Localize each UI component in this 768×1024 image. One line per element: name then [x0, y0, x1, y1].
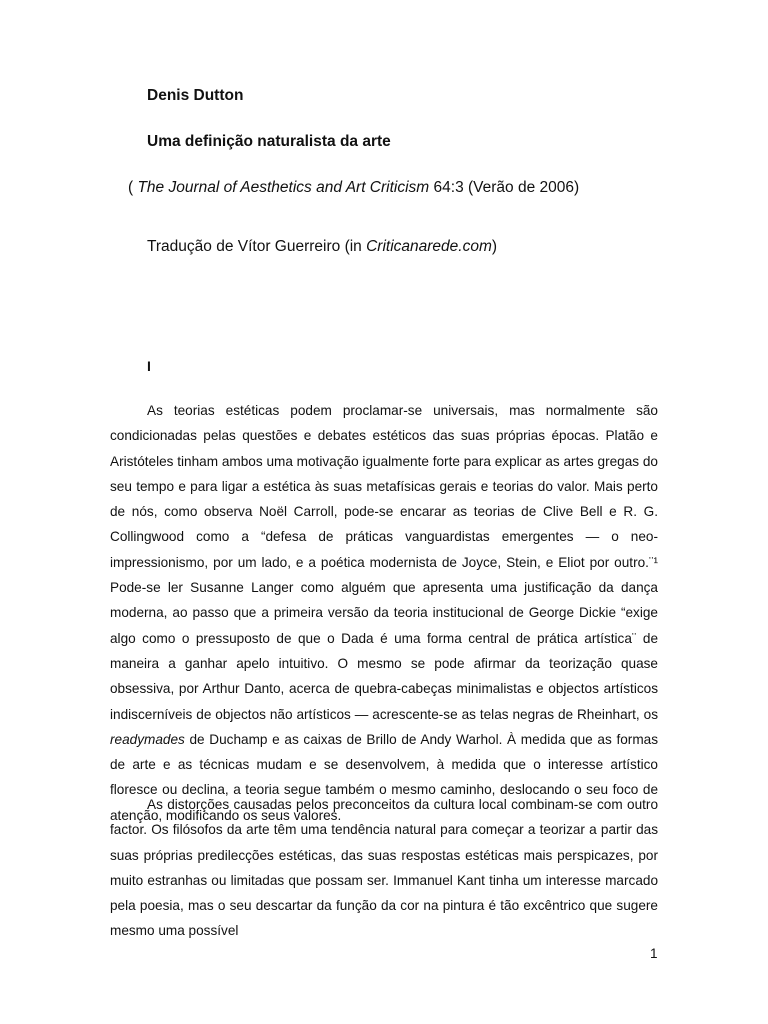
paragraph-1-text-b: de Duchamp e as caixas de Brillo de Andy Warhol. À medida que as formas de arte e as técnicas mudam e se desenvolvem, à medida que o interesse artístico floresce ou declina, a teoria segue também o mesmo caminho, deslocando o seu foco de atenção, modificando os seus valores.: [110, 731, 658, 823]
journal-name: The Journal of Aesthetics and Art Criticism: [137, 179, 430, 196]
section-heading: I: [147, 358, 151, 374]
citation-open: (: [128, 179, 138, 196]
citation-issue: 64:3 (Verão de 2006): [429, 179, 580, 196]
paragraph-2: [110, 792, 658, 944]
article-title: Uma definição naturalista da arte: [147, 133, 391, 150]
paragraph-1-text-a: As teorias estéticas podem proclamar-se universais, mas normalmente são condicionadas pelas questões e debates estéticos das suas próprias épocas. Platão e Aristóteles tinham ambos uma motivação igualmente forte para explicar as artes gregas do seu tempo e para ligar a estética às suas metafísicas gerais e teorias do valor. Mais perto de nós, como observa Noël Carroll, pode-se encarar as teorias de Clive Bell e R. G. Collingwood como a “defesa de práticas vanguardistas emergentes — o neo-impressionismo, por um lado, e a poética modernista de Joyce, Stein, e Eliot por outro.¨¹ Pode-se ler Susanne Langer como alguém que apresenta uma justificação da dança moderna, ao passo que a primeira versão da teoria institucional de George Dickie “exige algo como o pressuposto de que o Dada é uma forma central de prática artística¨ de maneira a ganhar apelo intuitivo. O mesmo se pode afirmar da teorização quase obsessiva, por Arthur Danto, acerca de quebra-cabeças minimalistas e objectos artísticos indiscerníveis de objectos não artísticos — acrescente-se as telas negras de Rheinhart, os: [110, 403, 658, 722]
author-name: Denis Dutton: [147, 87, 244, 104]
translation-credit: [147, 238, 497, 256]
translation-site: Criticanarede.com: [366, 238, 492, 255]
translation-prefix: Tradução de Vítor Guerreiro (in: [147, 238, 367, 255]
journal-citation: [128, 179, 579, 197]
page-number: 1: [650, 946, 658, 961]
paragraph-1-italic: readymades: [110, 731, 185, 747]
paragraph-2-text: As distorções causadas pelos preconceitos da cultura local combinam-se com outro factor. Os filósofos da arte têm uma tendência natural para começar a teorizar a partir das suas próprias predilecções estéticas, das suas respostas estéticas mais perspicazes, por muito estranhas ou limitadas que possam ser. Immanuel Kant tinha um interesse marcado pela poesia, mas o seu descartar da função da cor na pintura é tão excêntrico que sugere mesmo uma possível: [110, 797, 658, 939]
paragraph-1: [110, 398, 658, 828]
translation-suffix: ): [491, 238, 498, 255]
